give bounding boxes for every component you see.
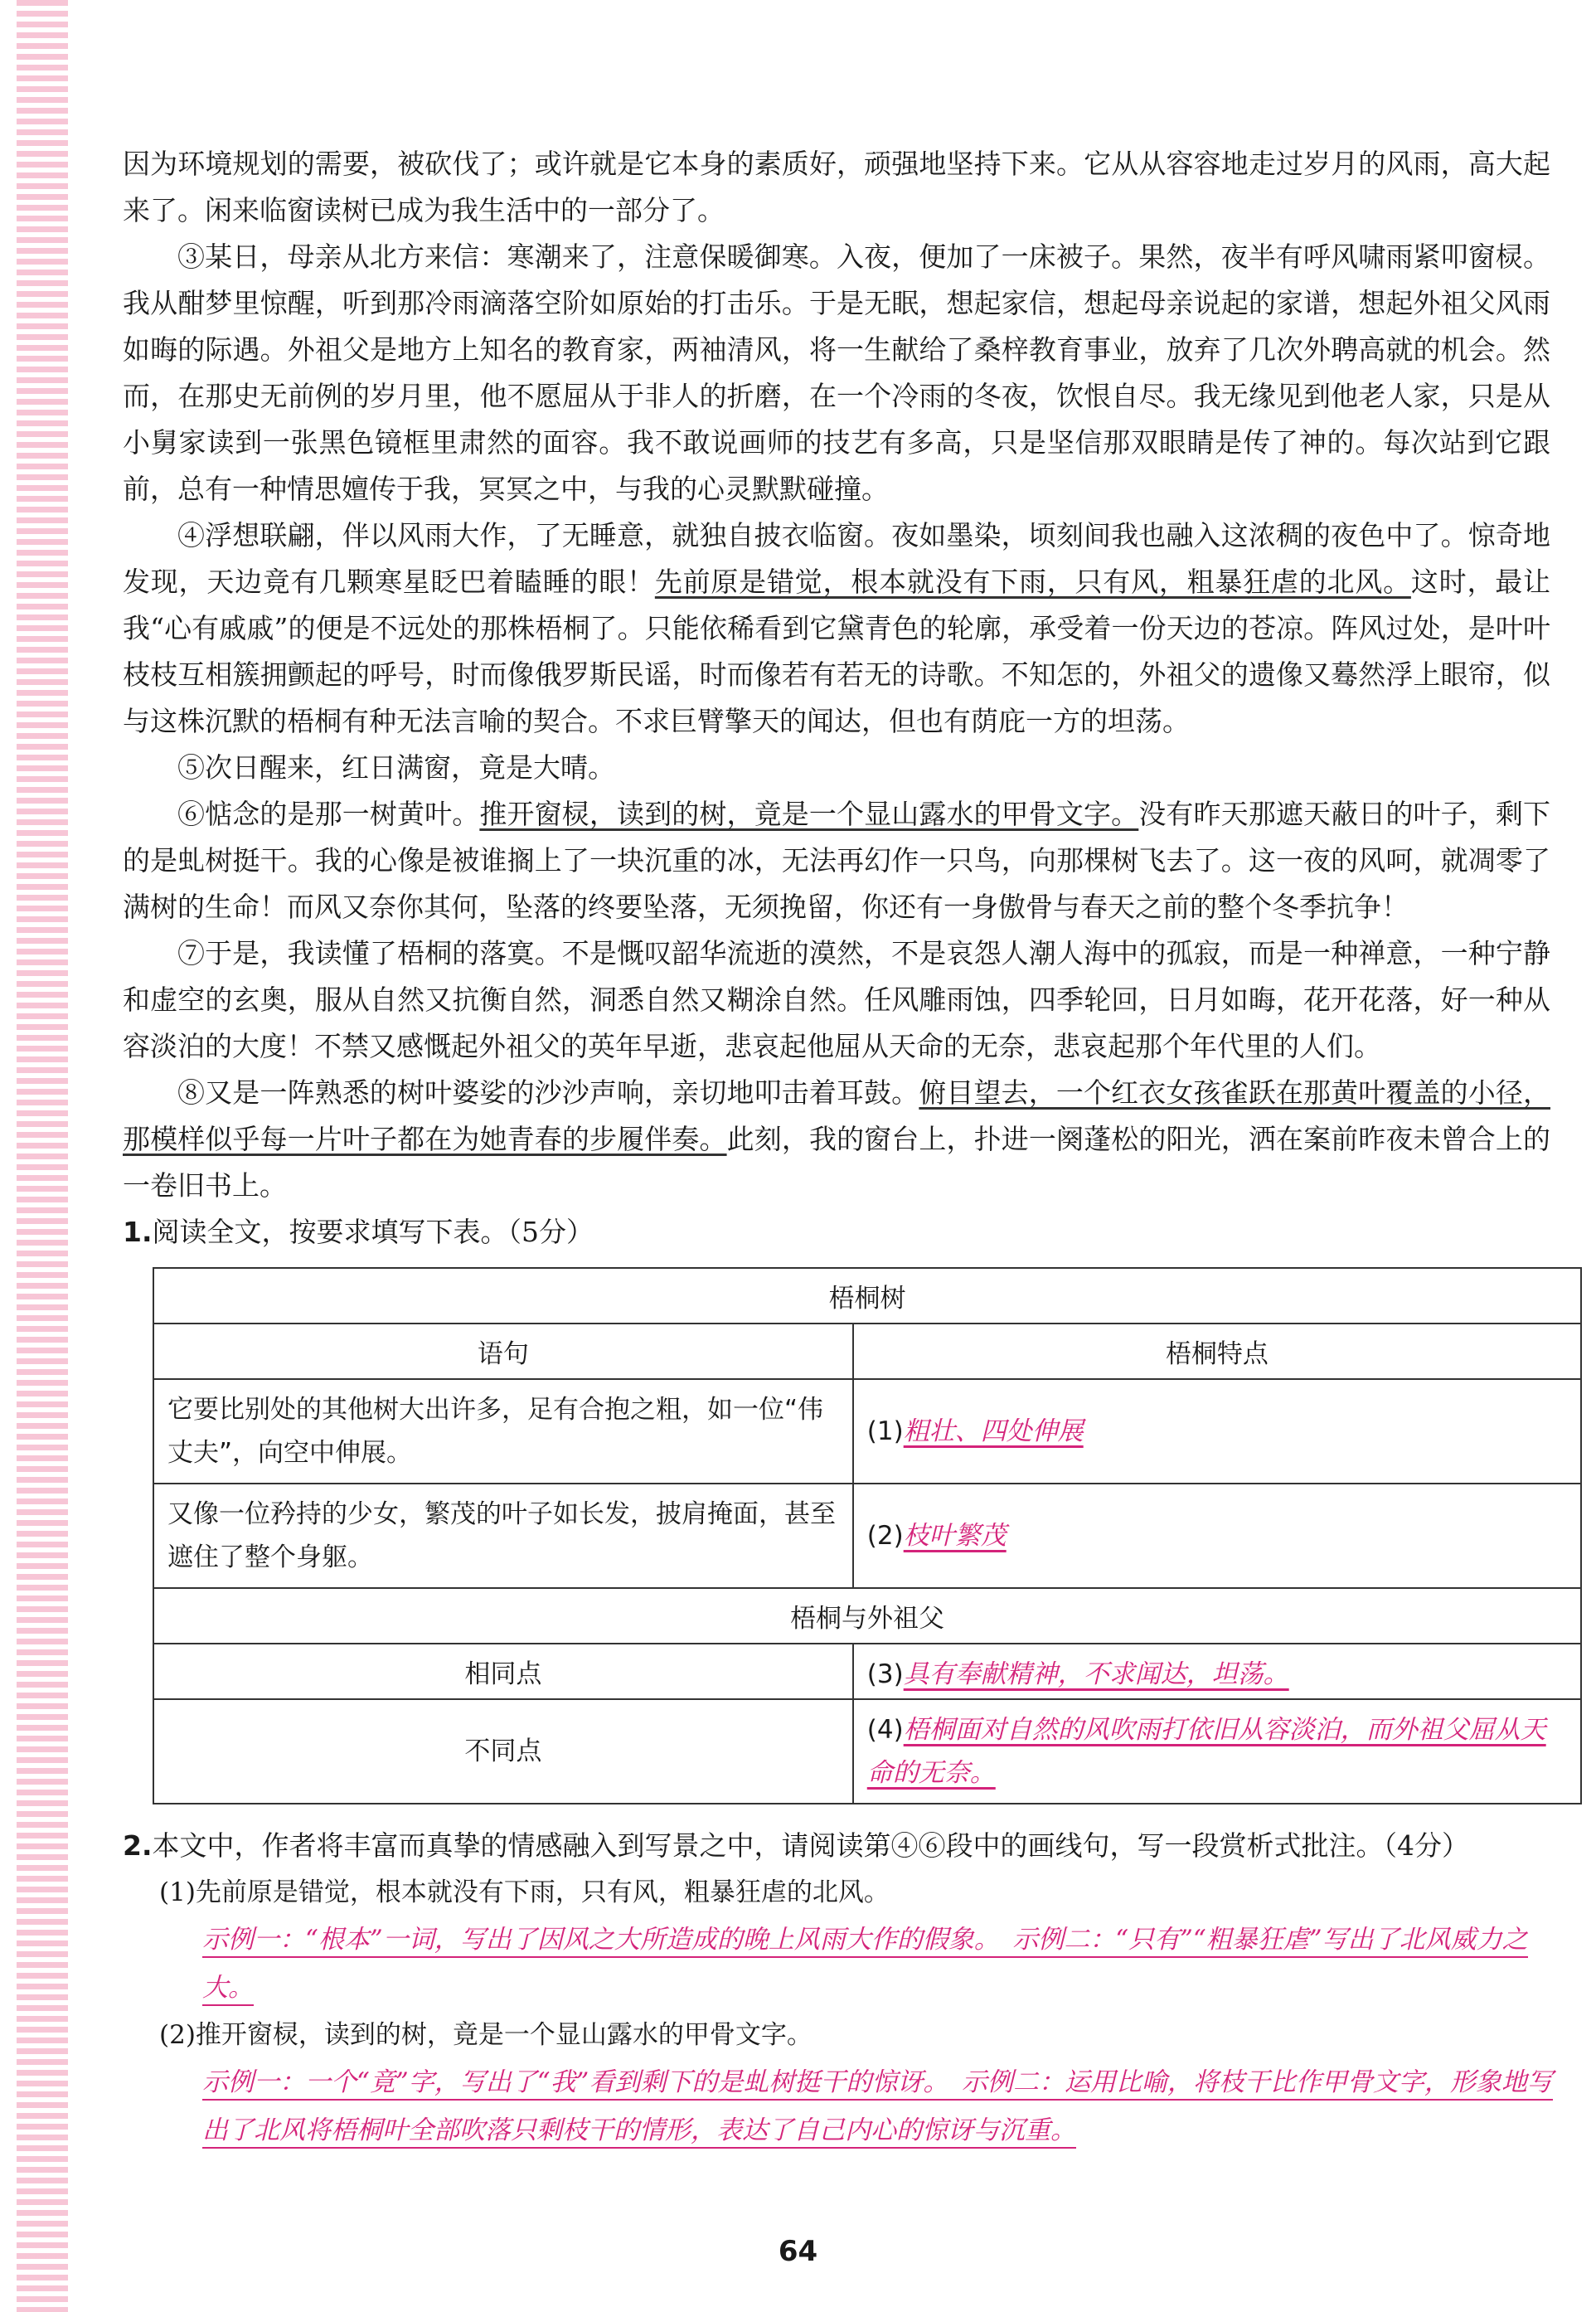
binding-strip [17, 0, 68, 2312]
table-col-feature: 梧桐特点 [853, 1324, 1581, 1379]
table-diff-label: 不同点 [153, 1699, 853, 1804]
p8-text-after: 此刻，我的窗台上，扑进一阕蓬松的阳光，洒在案前昨夜未曾合上的一卷旧书上。 [123, 1123, 1551, 1202]
paragraph-4 [123, 512, 1550, 745]
same-answer: 具有奉献精神，不求闻达，坦荡。 [903, 1659, 1289, 1689]
paragraph-5: ⑤次日醒来，红日满窗，竟是大晴。 [177, 751, 615, 784]
question-2-sub1: (1)先前原是错觉，根本就没有下雨，只有风，粗暴狂虐的北风。 [159, 1877, 890, 1907]
table-diff-answer-cell [853, 1699, 1581, 1804]
page-number: 64 [778, 2235, 818, 2268]
p6-text-after: 没有昨天那遮天蔽日的叶子，剩下的是虬树挺干。我的心像是被谁搁上了一块沉重的冰，无法再幻作一只鸟，向那棵树飞去了。这一夜的风呵，就凋零了满树的生命！而风又奈你其何，坠落的终要坠落，无须挽留，你还有一身傲骨与春天之前的整个冬季抗争！ [123, 798, 1551, 923]
document-body [123, 141, 1553, 2154]
p4-underlined-sentence: 先前原是错觉，根本就没有下雨，只有风，粗暴狂虐的北风。 [654, 566, 1411, 598]
p8-underlined-sentence: 俯目望去，一个红衣女孩雀跃在那黄叶覆盖的小径，那模样似乎每一片叶子都在为她青春的步履伴奏。 [123, 1076, 1551, 1155]
question-2-answer2 [202, 2058, 1559, 2154]
question-2-text: 本文中，作者将丰富而真挚的情感融入到写景之中，请阅读第④⑥段中的画线句，写一段赏析式批注。（4分） [152, 1829, 1469, 1862]
question-1-number: 1. [123, 1216, 153, 1248]
table-row2-answer-cell [853, 1484, 1581, 1588]
question-2-answer1 [202, 1916, 1559, 2012]
paragraph-3: ③某日，母亲从北方来信：寒潮来了，注意保暖御寒。入夜，便加了一床被子。果然，夜半有呼风啸雨紧叩窗棂。我从酣梦里惊醒，听到那冷雨滴落空阶如原始的打击乐。于是无眠，想起家信，想起母亲说起的家谱，想起外祖父风雨如晦的际遇。外祖父是地方上知名的教育家，两袖清风，将一生献给了桑梓教育事业，放弃了几次外聘高就的机会。然而，在那史无前例的岁月里，他不愿屈从于非人的折磨，在一个冷雨的冬夜，饮恨自尽。我无缘见到他老人家，只是从小舅家读到一张黑色镜框里肃然的面容。我不敢说画师的技艺有多高，只是坚信那双眼睛是传了神的。每次站到它跟前，总有一种情思嬗传于我，冥冥之中，与我的心灵默默碰撞。 [123, 240, 1550, 505]
p4-text: ④浮想联翩，伴以风雨大作，了无睡意，就独自披衣临窗。夜如墨染，顷刻间我也融入这浓稠的夜色中了。惊奇地发现，天边竟有几颗寒星眨巴着瞌睡的眼！ [123, 519, 1550, 598]
question-2-number: 2. [123, 1829, 153, 1862]
p8-text: ⑧又是一阵熟悉的树叶婆娑的沙沙声响，亲切地叩击着耳鼓。 [177, 1076, 919, 1109]
table-row1-sentence: 它要比别处的其他树大出许多，足有合抱之粗，如一位“伟丈夫”，向空中伸展。 [153, 1379, 853, 1484]
table-col-sentence: 语句 [153, 1324, 853, 1379]
row1-answer: 粗壮、四处伸展 [903, 1416, 1084, 1446]
paragraph-7: ⑦于是，我读懂了梧桐的落寞。不是慨叹韶华流逝的漠然，不是哀怨人潮人海中的孤寂，而是一种禅意，一种宁静和虚空的玄奥，服从自然又抗衡自然，洞悉自然又糊涂自然。任风雕雨蚀，四季轮回，日月如晦，花开花落，好一种从容淡泊的大度！不禁又感慨起外祖父的英年早逝，悲哀起他屈从天命的无奈，悲哀起那个年代里的人们。 [123, 937, 1550, 1062]
p6-text: ⑥惦念的是那一树黄叶。 [177, 798, 480, 830]
answer-table [153, 1267, 1582, 1804]
question-1 [123, 1209, 1550, 1256]
row2-answer: 枝叶繁茂 [903, 1521, 1007, 1551]
table-row2-sentence: 又像一位矜持的少女，繁茂的叶子如长发，披肩掩面，甚至遮住了整个身躯。 [153, 1484, 853, 1588]
row1-label: (1) [866, 1416, 904, 1446]
p6-underlined-sentence: 推开窗棂，读到的树，竟是一个显山露水的甲骨文字。 [479, 798, 1139, 830]
table-same-answer-cell [853, 1644, 1581, 1699]
table-section-tree: 梧桐树 [153, 1268, 1581, 1324]
table-same-label: 相同点 [153, 1644, 853, 1699]
diff-answer: 梧桐面对自然的风吹雨打依旧从容淡泊，而外祖父屈从天命的无奈。 [866, 1715, 1546, 1788]
paragraph-continued: 因为环境规划的需要，被砍伐了；或许就是它本身的素质好，顽强地坚持下来。它从从容容地走过岁月的风雨，高大起来了。闲来临窗读树已成为我生活中的一部分了。 [123, 148, 1550, 226]
row2-label: (2) [866, 1521, 904, 1551]
question-1-text: 阅读全文，按要求填写下表。（5分） [152, 1216, 594, 1248]
paragraph-6 [123, 791, 1550, 930]
table-row1-answer-cell [853, 1379, 1581, 1484]
diff-num: (4) [866, 1715, 904, 1745]
answer1-text: 示例一：“根本”一词，写出了因风之大所造成的晚上风雨大作的假象。 示例二：“只有”“粗暴狂虐”写出了北风威力之大。 [202, 1925, 1528, 2006]
same-num: (3) [866, 1659, 904, 1689]
answer2-text: 示例一：一个“竟”字，写出了“我”看到剩下的是虬树挺干的惊讶。 示例二：运用比喻，将枝干比作甲骨文字，形象地写出了北风将梧桐叶全部吹落只剩枝干的情形，表达了自己内心的惊讶与沉重。 [202, 2067, 1553, 2149]
p4-text-after: 这时，最让我“心有戚戚”的便是不远处的那株梧桐了。只能依稀看到它黛青色的轮廓，承受着一份天边的苍凉。阵风过处，是叶叶枝枝互相簇拥颤起的呼号，时而像俄罗斯民谣，时而像若有若无的诗歌。不知怎的，外祖父的遗像又蓦然浮上眼帘，似与这株沉默的梧桐有种无法言喻的契合。不求巨臂擎天的闻达，但也有荫庇一方的坦荡。 [123, 566, 1551, 737]
question-2-sub2: (2)推开窗棂，读到的树，竟是一个显山露水的甲骨文字。 [159, 2020, 813, 2050]
question-2 [123, 1823, 1550, 1869]
table-section-compare: 梧桐与外祖父 [153, 1588, 1581, 1644]
paragraph-8 [123, 1070, 1550, 1209]
